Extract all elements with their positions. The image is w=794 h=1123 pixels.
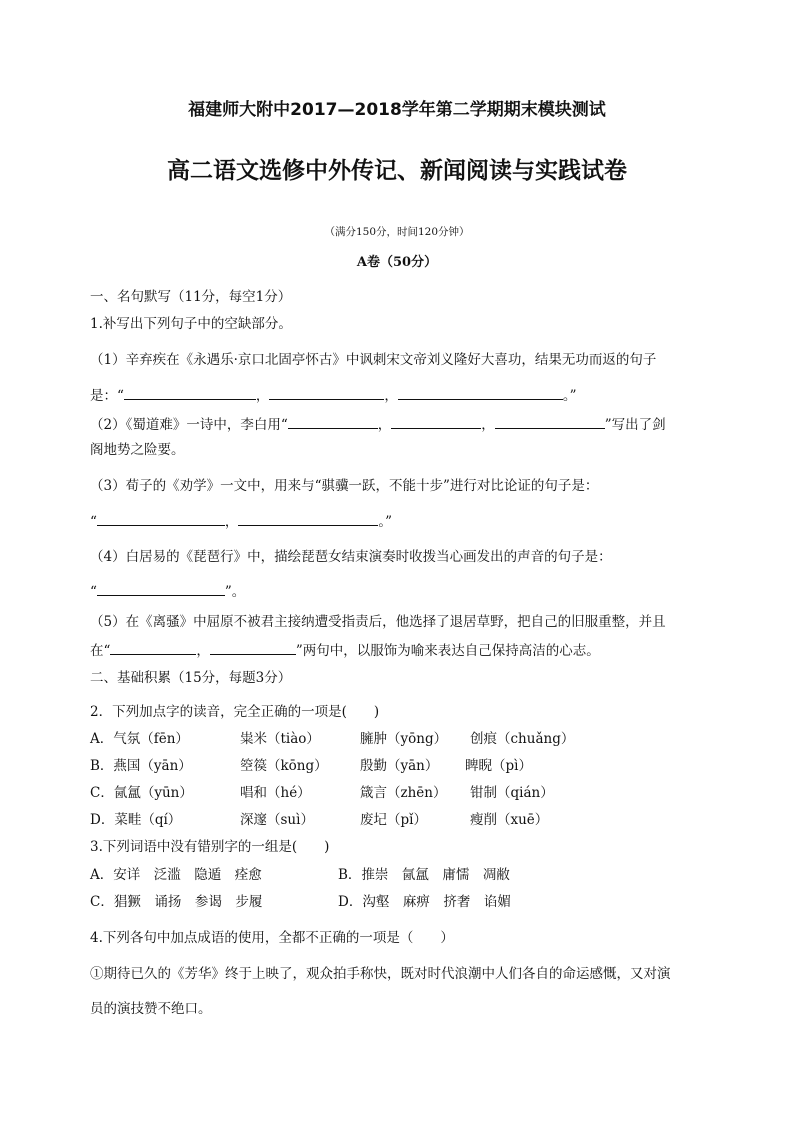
q2-option-a-3: 臃肿（yōng） [360,731,448,747]
blank[interactable] [495,414,605,429]
q2-option-c-1[interactable]: C．氤氲（yūn） [90,785,193,801]
text: “ [90,584,97,600]
q2-option-c-4: 钳制（qián） [470,785,554,801]
q2-option-a-2: 粜米（tiào） [240,731,320,747]
q1-item3-line1: （3）荀子的《劝学》一文中，用来与“骐骥一跃，不能十步”进行对比论证的句子是： [90,478,599,494]
q1-item1-line2 [90,385,577,405]
q2-option-d-4: 瘦削（xuē） [470,812,549,828]
text: （2）《蜀道难》一诗中，李白用“ [90,417,288,433]
q1-item4-line1: （4）白居易的《琵琶行》中，描绘琵琶女结束演奏时收拨当心画发出的声音的句子是： [90,549,612,565]
q3-option-a[interactable]: A．安详 泛滥 隐遁 痊愈 [90,867,262,883]
blank[interactable] [124,385,256,400]
text: “ [90,514,97,530]
text: ， [481,417,495,433]
blank[interactable] [110,640,196,655]
q1-stem: 1.补写出下列句子中的空缺部分。 [90,316,292,332]
text: 。” [378,514,393,530]
text: ， [196,643,210,659]
q2-option-b-3: 殷勤（yān） [360,758,439,774]
section-a-heading: A卷（50分） [356,255,438,270]
q1-item3-line2 [90,511,392,531]
blank[interactable] [210,640,296,655]
q2-option-d-2: 深邃（suì） [240,812,314,828]
text: ， [255,388,270,404]
q2-option-a-1[interactable]: A．气氛（fēn） [90,731,189,747]
q1-item1-line1: （1）辛弃疾在《永遇乐·京口北固亭怀古》中讽刺宋文帝刘义隆好大喜功，结果无功而返的句子 [90,352,657,368]
text: ， [377,417,392,433]
text: ”。 [224,584,246,600]
exam-title: 高二语文选修中外传记、新闻阅读与实践试卷 [167,158,627,184]
blank[interactable] [97,511,225,526]
blank[interactable] [398,385,563,400]
q2-option-c-2: 唱和（hé） [240,785,311,801]
q2-option-b-4: 睥睨（pì） [465,758,532,774]
part1-heading: 一、名句默写（11分，每空1分） [90,289,292,305]
score-note: （满分150分，时间120分钟） [324,226,470,238]
part2-heading: 二、基础积累（15分，每题3分） [90,670,292,686]
q4-item1-line2: 员的演技赞不绝口。 [90,1001,212,1017]
q3-stem: 3.下列词语中没有错别字的一组是( ) [90,839,330,855]
q2-option-b-1[interactable]: B．燕国（yān） [90,758,192,774]
q1-item2-line2: 阁地势之险要。 [90,442,185,458]
q2-option-c-3: 箴言（zhēn） [360,785,447,801]
q1-item2-line1 [90,414,666,434]
school-title: 福建师大附中2017—2018学年第二学期期末模块测试 [188,100,606,120]
q2-stem: 2．下列加点字的读音，完全正确的一项是( ) [90,704,380,720]
q3-option-b[interactable]: B．推崇 氤氲 庸懦 凋敝 [338,867,510,883]
blank[interactable] [391,414,481,429]
q2-option-a-4: 创痕（chuǎng） [470,731,575,747]
text: 在“ [90,643,111,659]
text: 。” [562,388,577,404]
q1-item5-line2 [90,640,600,660]
text: ”写出了剑 [604,417,666,433]
text: ， [384,388,398,404]
text: ， [224,514,239,530]
q4-item1-line1: ①期待已久的《芳华》终于上映了，观众拍手称快，既对时代浪潮中人们各自的命运感慨，又对演 [90,966,671,982]
q2-option-b-2: 箜篌（kōng） [240,758,328,774]
blank[interactable] [97,581,225,596]
blank[interactable] [238,511,378,526]
text: ”两句中，以服饰为喻来表达自己保持高洁的心志。 [295,643,600,659]
q1-item5-line1: （5）在《离骚》中屈原不被君主接纳遭受指责后，他选择了退居草野，把自己的旧服重整，并且 [90,614,666,630]
text: 是：“ [90,388,124,404]
q3-option-d[interactable]: D．沟壑 麻痹 挤奢 谄媚 [338,894,511,910]
blank[interactable] [269,385,384,400]
q4-stem: 4.下列各句中加点成语的使用，全都不正确的一项是（ ） [90,930,454,946]
q2-option-d-1[interactable]: D．菜畦（qí） [90,812,182,828]
q3-option-c[interactable]: C．猖獗 诵扬 参谒 步履 [90,894,263,910]
q1-item4-line2 [90,581,245,601]
blank[interactable] [288,414,378,429]
q2-option-d-3: 废圮（pǐ） [360,812,427,828]
